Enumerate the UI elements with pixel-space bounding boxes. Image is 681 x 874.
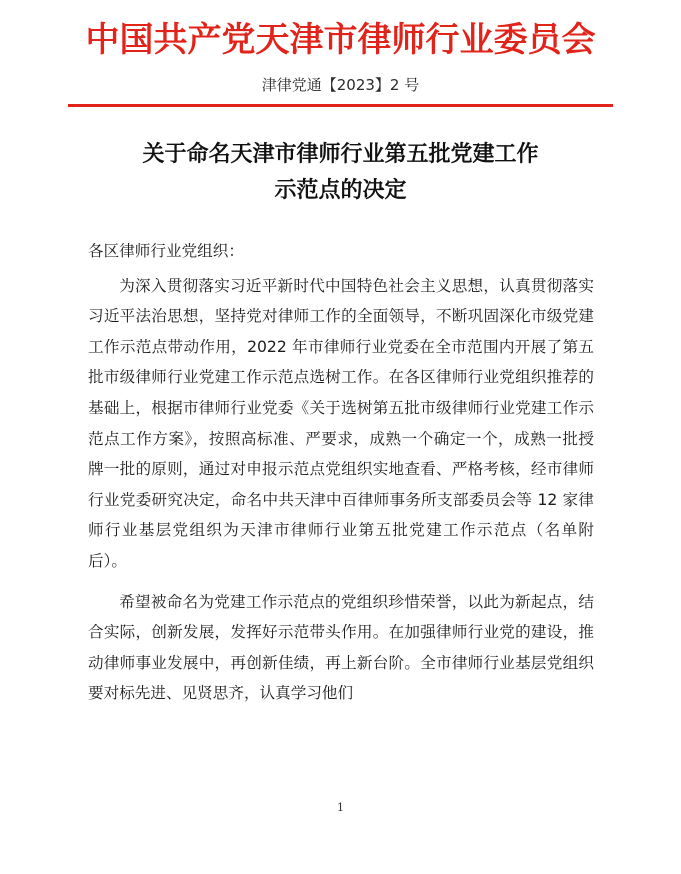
salutation: 各区律师行业党组织： <box>88 242 244 260</box>
red-header-rule <box>68 104 613 107</box>
document-body <box>88 236 594 709</box>
document-title-line-1: 关于命名天津市律师行业第五批党建工作 <box>142 141 539 167</box>
page-number: 1 <box>337 801 344 814</box>
document-number: 津律党通【2023】2 号 <box>261 76 420 94</box>
body-paragraph-1: 为深入贯彻落实习近平新时代中国特色社会主义思想，认真贯彻落实习近平法治思想，坚持党对律师工作的全面领导，不断巩固深化市级党建工作示范点带动作用，2022 年市律师行业党委在全市范围内开展了第五批市级律师行业党建工作示范点选树工作。在各区律师行业党组织推荐的基础上，根据市律师行业党委《关于选树第五批市级律师行业党建工作示范点工作方案》，按照高标准、严要求，成熟一个确定一个，成熟一批授牌一批的原则，通过对申报示范点党组织实地查看、严格考核，经市律师行业党委研究决定，命名中共天津中百律师事务所支部委员会等 12 家律师行业基层党组织为天津市律师行业第五批党建工作示范点（名单附后）。 <box>88 276 594 570</box>
document-title-line-2: 示范点的决定 <box>274 177 407 203</box>
body-paragraph-2: 希望被命名为党建工作示范点的党组织珍惜荣誉，以此为新起点，结合实际，创新发展，发挥好示范带头作用。在加强律师行业党的建设，推动律师事业发展中，再创新佳绩，再上新台阶。全市律师行业基层党组织要对标先进、见贤思齐，认真学习他们 <box>88 592 594 703</box>
document-title <box>0 136 681 208</box>
issuing-organization-header: 中国共产党天津市律师行业委员会 <box>85 20 596 60</box>
